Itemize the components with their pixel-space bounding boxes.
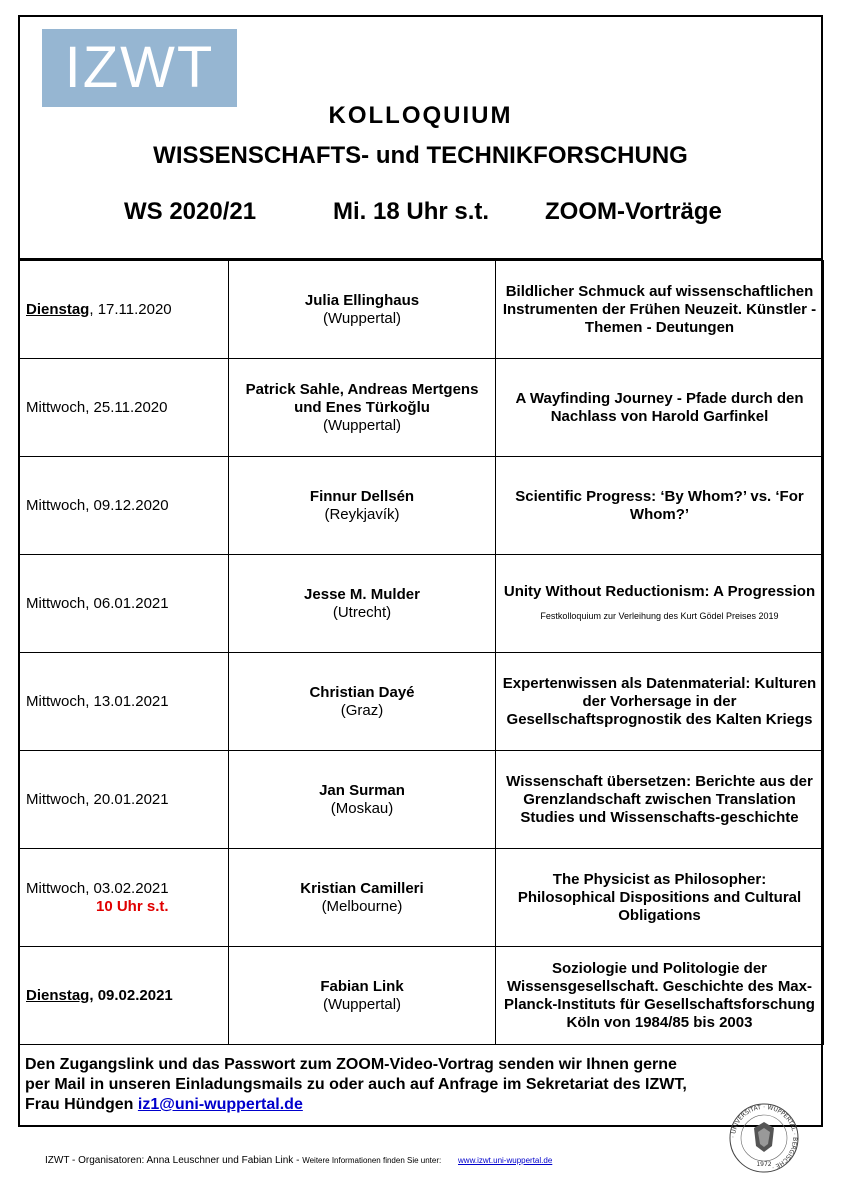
session-date: , 20.01.2021: [85, 790, 169, 808]
session-date: , 09.12.2020: [85, 496, 169, 514]
speaker-affiliation: (Utrecht): [332, 603, 392, 621]
session-weekday: Dienstag: [26, 300, 90, 318]
speaker-name: Finnur Dellsén: [309, 487, 415, 505]
session-row: [20, 359, 824, 457]
talk-title: The Physicist as Philosopher: Philosophical Dispositions and Cultural Obligations: [517, 870, 802, 924]
time-label: Mi. 18 Uhr s.t.: [333, 198, 490, 225]
izwt-logo: IZWT: [42, 29, 237, 107]
semester-label: WS 2020/21: [124, 198, 257, 225]
session-row: [20, 555, 824, 653]
session-date-cell: [20, 849, 229, 947]
session-row: [20, 457, 824, 555]
session-row: [20, 849, 824, 947]
talk-title: Soziologie und Politologie der Wissensgesellschaft. Geschichte des Max-Planck-Instituts für Gesellschaftsforschung Köln von 1984/85 bis 2003: [504, 959, 815, 1031]
session-weekday: Mittwoch: [26, 496, 86, 514]
notice-line-2: per Mail in unseren Einladungsmails zu oder auch auf Anfrage im Sekretariat des IZWT,: [25, 1076, 687, 1093]
session-date: , 25.11.2020: [85, 398, 168, 416]
speaker-affiliation: (Melbourne): [321, 897, 403, 915]
session-date-cell: [20, 947, 229, 1045]
speaker-affiliation: (Reykjavík): [324, 505, 400, 523]
talk-title: Unity Without Reductionism: A Progression: [503, 582, 816, 600]
footer: [45, 1155, 552, 1166]
session-speaker-cell: [229, 947, 496, 1045]
session-date: , 03.02.2021: [85, 879, 169, 897]
session-topic-cell: [496, 849, 824, 947]
session-row: [20, 653, 824, 751]
session-date-cell: [20, 261, 229, 359]
session-date: , 06.01.2021: [85, 594, 169, 612]
session-row: [20, 261, 824, 359]
talk-note: Festkolloquium zur Verleihung des Kurt Gödel Preises 2019: [540, 610, 779, 621]
website-link[interactable]: www.izwt.uni-wuppertal.de: [458, 1156, 553, 1165]
speaker-name: Jesse M. Mulder: [304, 585, 420, 603]
format-label: ZOOM-Vorträge: [545, 198, 722, 225]
session-time-note: 10 Uhr s.t.: [96, 897, 169, 915]
session-date-cell: [20, 555, 229, 653]
session-weekday: Mittwoch: [26, 398, 86, 416]
talk-title: A Wayfinding Journey - Pfade durch den Nachlass von Harold Garfinkel: [515, 389, 804, 425]
talk-title: Bildlicher Schmuck auf wissenschaftlichen Instrumenten der Frühen Neuzeit. Künstler - Themen - Deutungen: [502, 282, 817, 336]
session-speaker-cell: [229, 555, 496, 653]
session-date: , 09.02.2021: [89, 986, 173, 1004]
session-speaker-cell: [229, 359, 496, 457]
session-date: , 13.01.2021: [85, 692, 169, 710]
schedule-table: [19, 260, 824, 1045]
session-topic-cell: [496, 359, 824, 457]
colloquium-subtitle: WISSENSCHAFTS- und TECHNIKFORSCHUNG: [153, 142, 688, 169]
footer-organizers: IZWT - Organisatoren: Anna Leuschner und Fabian Link -: [45, 1155, 300, 1166]
email-link[interactable]: iz1@uni-wuppertal.de: [137, 1096, 303, 1113]
notice-contact: Frau Hündgen: [25, 1096, 134, 1113]
speaker-affiliation: (Wuppertal): [322, 416, 402, 434]
session-weekday: Dienstag: [26, 986, 90, 1004]
talk-title: Scientific Progress: ‘By Whom?’ vs. ‘For Whom?’: [515, 487, 804, 523]
university-seal: [728, 1102, 800, 1174]
session-speaker-cell: [229, 751, 496, 849]
session-topic-cell: [496, 457, 824, 555]
session-topic-cell: [496, 751, 824, 849]
notice-line-1: Den Zugangslink und das Passwort zum ZOOM-Video-Vortrag senden wir Ihnen gerne: [25, 1056, 677, 1073]
speaker-affiliation: (Graz): [340, 701, 384, 719]
speaker-name: Kristian Camilleri: [300, 879, 424, 897]
speaker-name: Patrick Sahle, Andreas Mertgens und Enes Türkoğlu: [245, 380, 479, 416]
talk-title: Expertenwissen als Datenmaterial: Kulturen der Vorhersage in der Gesellschaftsprognostik des Kalten Kriegs: [502, 674, 817, 728]
session-row: [20, 947, 824, 1045]
session-speaker-cell: [229, 653, 496, 751]
session-speaker-cell: [229, 849, 496, 947]
footer-info: Weitere Informationen finden Sie unter:: [302, 1156, 442, 1165]
session-weekday: Mittwoch: [26, 790, 86, 808]
session-date-cell: [20, 359, 229, 457]
session-speaker-cell: [229, 457, 496, 555]
session-weekday: Mittwoch: [26, 692, 86, 710]
speaker-affiliation: (Wuppertal): [322, 309, 402, 327]
speaker-name: Fabian Link: [320, 977, 404, 995]
access-notice: [25, 1055, 815, 1115]
speaker-name: Julia Ellinghaus: [304, 291, 420, 309]
speaker-name: Jan Surman: [319, 781, 405, 799]
colloquium-title: KOLLOQUIUM: [328, 102, 513, 129]
session-speaker-cell: [229, 261, 496, 359]
session-row: [20, 751, 824, 849]
notice-line-3: [25, 1095, 815, 1115]
session-topic-cell: [496, 653, 824, 751]
session-topic-cell: [496, 261, 824, 359]
session-date-cell: [20, 457, 229, 555]
session-weekday: Mittwoch: [26, 879, 86, 897]
svg-text:1972: 1972: [756, 1161, 772, 1168]
speaker-name: Christian Dayé: [309, 683, 415, 701]
talk-title: Wissenschaft übersetzen: Berichte aus der Grenzlandschaft zwischen Translation Studies und Wissenschafts-geschichte: [506, 772, 813, 826]
session-date: , 17.11.2020: [89, 300, 172, 318]
session-topic-cell: [496, 947, 824, 1045]
speaker-affiliation: (Wuppertal): [322, 995, 402, 1013]
session-date-cell: [20, 653, 229, 751]
session-topic-cell: [496, 555, 824, 653]
session-date-cell: [20, 751, 229, 849]
session-weekday: Mittwoch: [26, 594, 86, 612]
svg-text:· UNIVERSITÄT · WUPPERTAL · BE: · UNIVERSITÄT · WUPPERTAL · BERGISCHE ·: [729, 1103, 799, 1171]
speaker-affiliation: (Moskau): [330, 799, 394, 817]
